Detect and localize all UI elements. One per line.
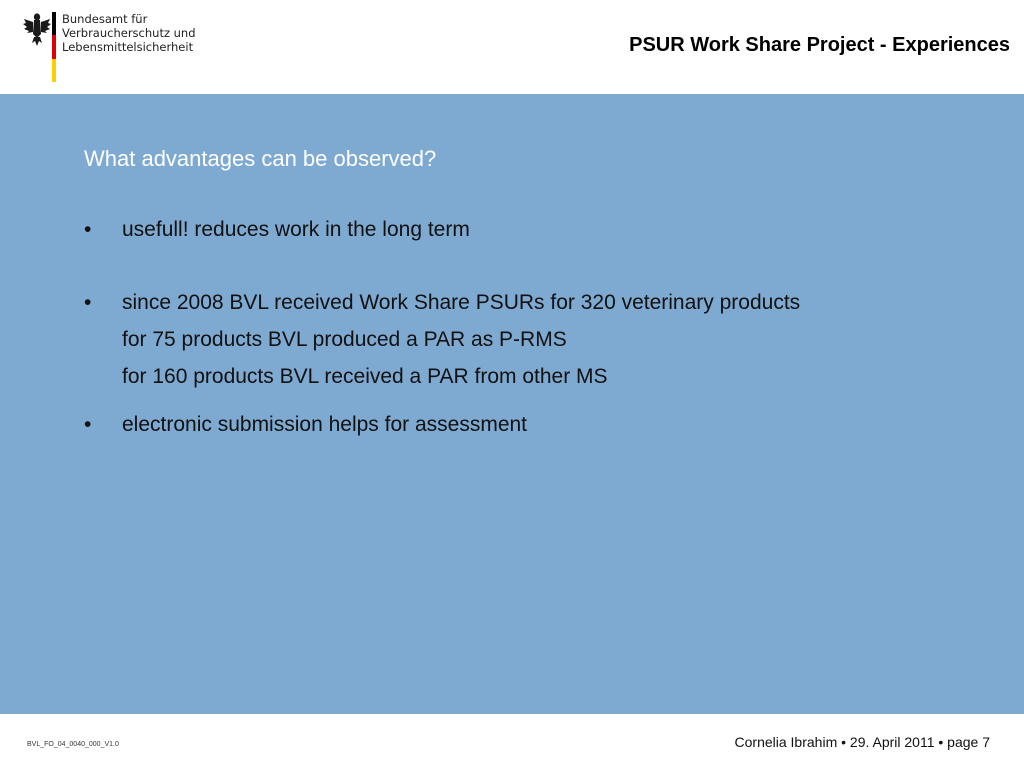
agency-name-line: Bundesamt für [62,12,148,26]
footer-info: Cornelia Ibrahim • 29. April 2011 • page 7 [734,734,990,750]
sub-item: for 75 products BVL produced a PAR as P-RMS [122,328,567,351]
agency-name-line: Lebensmittelsicherheit [62,40,194,54]
flag-stripes [52,12,56,82]
slide-body [0,94,1024,714]
bullet-list [84,215,884,439]
bullet-text: since 2008 BVL received Work Share PSURs for 320 veterinary products [122,291,801,314]
bullet-dot: • [84,413,92,436]
agency-name [62,12,196,54]
bullet-item [84,215,884,244]
sub-item: for 160 products BVL received a PAR from other MS [122,365,608,388]
slide-title: PSUR Work Share Project - Experiences [629,34,1010,56]
section-question: What advantages can be observed? [84,146,437,171]
form-code: BVL_FO_04_0040_000_V1.0 [27,741,119,748]
bullet-text: electronic submission helps for assessment [122,413,528,436]
slide-footer [0,714,1024,768]
agency-logo [22,10,222,82]
bullet-item [84,288,884,317]
federal-eagle-icon [22,10,52,50]
bullet-dot: • [84,291,92,314]
bullet-item [84,410,884,439]
agency-name-line: Verbraucherschutz und [62,26,196,40]
bullet-text: usefull! reduces work in the long term [122,218,470,241]
slide-header [0,0,1024,94]
bullet-dot: • [84,218,92,241]
